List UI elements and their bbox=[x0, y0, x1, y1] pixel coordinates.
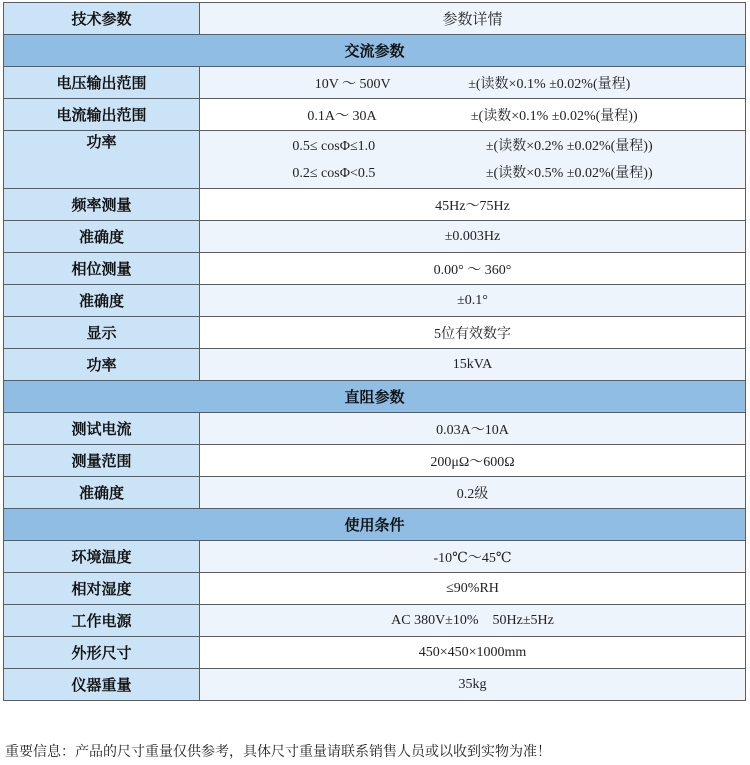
temp-value: -10℃～45℃ bbox=[200, 541, 746, 573]
section-dc-title: 直阻参数 bbox=[4, 381, 746, 413]
current-range: 0.1A～ 30A bbox=[307, 108, 377, 124]
humidity-value: ≤90%RH bbox=[200, 573, 746, 605]
size-label: 外形尺寸 bbox=[4, 637, 200, 669]
table-row bbox=[4, 637, 746, 669]
current-accuracy: ±(读数×0.1% ±0.02%(量程)) bbox=[470, 108, 638, 124]
weight-value: 35kg bbox=[200, 669, 746, 701]
display-label: 显示 bbox=[4, 317, 200, 349]
section-conditions-row bbox=[4, 509, 746, 541]
power-label: 功率 bbox=[4, 349, 200, 381]
table-row bbox=[4, 221, 746, 253]
table-row bbox=[4, 445, 746, 477]
dc-accuracy-value: 0.2级 bbox=[200, 477, 746, 509]
section-conditions-title: 使用条件 bbox=[4, 509, 746, 541]
phase-accuracy-label: 准确度 bbox=[4, 285, 200, 317]
pf-cond-2: 0.2≤ cosΦ<0.5 bbox=[292, 165, 376, 181]
voltage-accuracy: ±(读数×0.1% ±0.02%(量程) bbox=[468, 76, 631, 92]
voltage-value bbox=[200, 67, 746, 99]
table-row bbox=[4, 253, 746, 285]
table-row bbox=[4, 131, 746, 189]
pf-acc-1: ±(读数×0.2% ±0.02%(量程)) bbox=[485, 138, 653, 154]
freq-value: 45Hz～75Hz bbox=[200, 189, 746, 221]
power-factor-line-2 bbox=[200, 160, 745, 187]
table-row bbox=[4, 189, 746, 221]
freq-accuracy-value: ±0.003Hz bbox=[200, 221, 746, 253]
pf-acc-2: ±(读数×0.5% ±0.02%(量程)) bbox=[485, 165, 653, 181]
pf-cond-1: 0.5≤ cosΦ≤1.0 bbox=[292, 138, 376, 154]
power-value: 15kVA bbox=[200, 349, 746, 381]
section-ac-title: 交流参数 bbox=[4, 35, 746, 67]
phase-accuracy-value: ±0.1° bbox=[200, 285, 746, 317]
table-row bbox=[4, 573, 746, 605]
dc-range-value: 200μΩ～600Ω bbox=[200, 445, 746, 477]
table-row bbox=[4, 669, 746, 701]
spec-table bbox=[3, 2, 746, 701]
test-current-label: 测试电流 bbox=[4, 413, 200, 445]
dc-range-label: 测量范围 bbox=[4, 445, 200, 477]
current-label: 电流输出范围 bbox=[4, 99, 200, 131]
power-supply-label: 工作电源 bbox=[4, 605, 200, 637]
detail-header: 参数详情 bbox=[200, 3, 746, 35]
footer-note: 重要信息：产品的尺寸重量仅供参考，具体尺寸重量请联系销售人员或以收到实物为准！ bbox=[5, 744, 551, 760]
voltage-label: 电压输出范围 bbox=[4, 67, 200, 99]
table-row bbox=[4, 317, 746, 349]
voltage-range: 10V ～ 500V bbox=[314, 76, 391, 92]
phase-label: 相位测量 bbox=[4, 253, 200, 285]
display-value: 5位有效数字 bbox=[200, 317, 746, 349]
table-header-row bbox=[4, 3, 746, 35]
section-dc-row bbox=[4, 381, 746, 413]
table-row bbox=[4, 477, 746, 509]
table-row bbox=[4, 605, 746, 637]
power-factor-value bbox=[200, 131, 746, 189]
current-value bbox=[200, 99, 746, 131]
param-header: 技术参数 bbox=[4, 3, 200, 35]
power-factor-line-1 bbox=[200, 133, 745, 160]
temp-label: 环境温度 bbox=[4, 541, 200, 573]
phase-value: 0.00° ～ 360° bbox=[200, 253, 746, 285]
table-row bbox=[4, 541, 746, 573]
freq-accuracy-label: 准确度 bbox=[4, 221, 200, 253]
table-row bbox=[4, 99, 746, 131]
power-supply-value: AC 380V±10% 50Hz±5Hz bbox=[200, 605, 746, 637]
table-row bbox=[4, 285, 746, 317]
table-row bbox=[4, 67, 746, 99]
table-row bbox=[4, 349, 746, 381]
dc-accuracy-label: 准确度 bbox=[4, 477, 200, 509]
weight-label: 仪器重量 bbox=[4, 669, 200, 701]
humidity-label: 相对湿度 bbox=[4, 573, 200, 605]
power-factor-label: 功率 bbox=[4, 131, 200, 189]
table-row bbox=[4, 413, 746, 445]
section-ac-row bbox=[4, 35, 746, 67]
test-current-value: 0.03A～10A bbox=[200, 413, 746, 445]
freq-label: 频率测量 bbox=[4, 189, 200, 221]
size-value: 450×450×1000mm bbox=[200, 637, 746, 669]
